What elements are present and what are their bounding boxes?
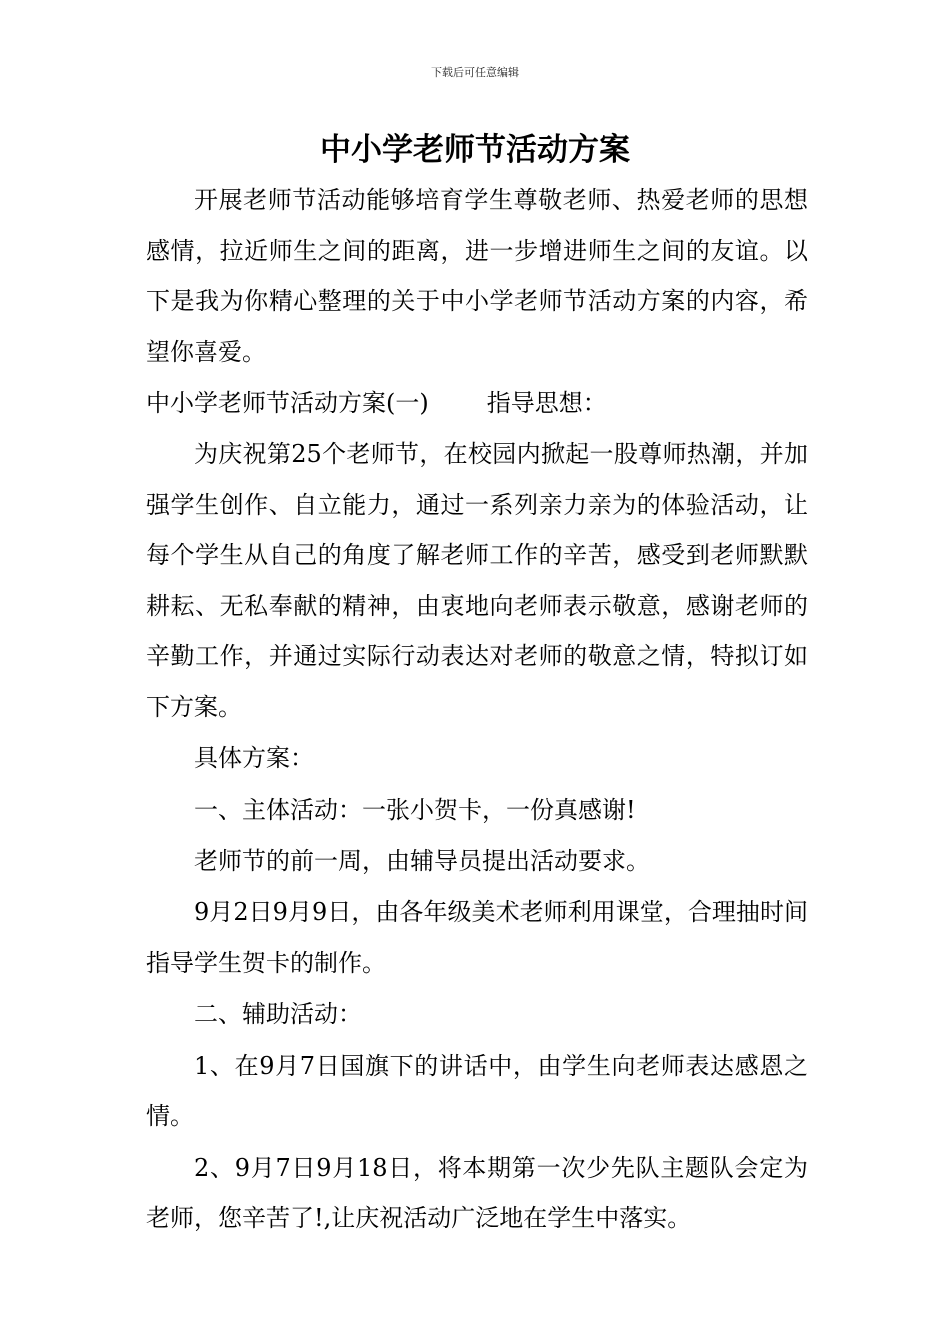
header-note: 下载后可任意编辑 — [431, 66, 519, 79]
page-title: 中小学老师节活动方案 — [320, 132, 630, 168]
main-activity-heading: 一、主体活动：一张小贺卡，一份真感谢! — [194, 795, 636, 824]
section-heading: 中小学老师节活动方案(一) — [146, 388, 429, 417]
main-activity-paragraph-1: 老师节的前一周，由辅导员提出活动要求。 — [194, 846, 650, 875]
document-body — [146, 175, 808, 1244]
aux-item-2: 2、9月7日9月18日，将本期第一次少先队主题队会定为老师，您辛苦了!,让庆祝活动广泛地在学生中落实。 — [146, 1153, 808, 1233]
main-activity-paragraph-2: 9月2日9月9日，由各年级美术老师利用课堂，合理抽时间指导学生贺卡的制作。 — [146, 898, 808, 977]
intro-paragraph: 开展老师节活动能够培育学生尊敬老师、热爱老师的思想感情，拉近师生之间的距离，进一步增进师生之间的友谊。以下是我为你精心整理的关于中小学老师节活动方案的内容，希望你喜爱。 — [146, 186, 808, 366]
section-subheading: 指导思想： — [486, 388, 607, 417]
plan-label: 具体方案： — [194, 744, 314, 773]
aux-activity-heading: 二、辅助活动： — [194, 1000, 362, 1029]
guiding-paragraph: 为庆祝第25个老师节，在校园内掀起一股尊师热潮，并加强学生创作、自立能力，通过一系列亲力亲为的体验活动，让每个学生从自己的角度了解老师工作的辛苦，感受到老师默默耕耘、无私奉献的精神，由衷地向老师表示敬意，感谢老师的辛勤工作，并通过实际行动表达对老师的敬意之情，特拟订如下方案。 — [146, 440, 808, 721]
section-heading-line — [146, 378, 808, 429]
aux-item-1: 1、在9月7日国旗下的讲话中，由学生向老师表达感恩之情。 — [146, 1051, 808, 1131]
